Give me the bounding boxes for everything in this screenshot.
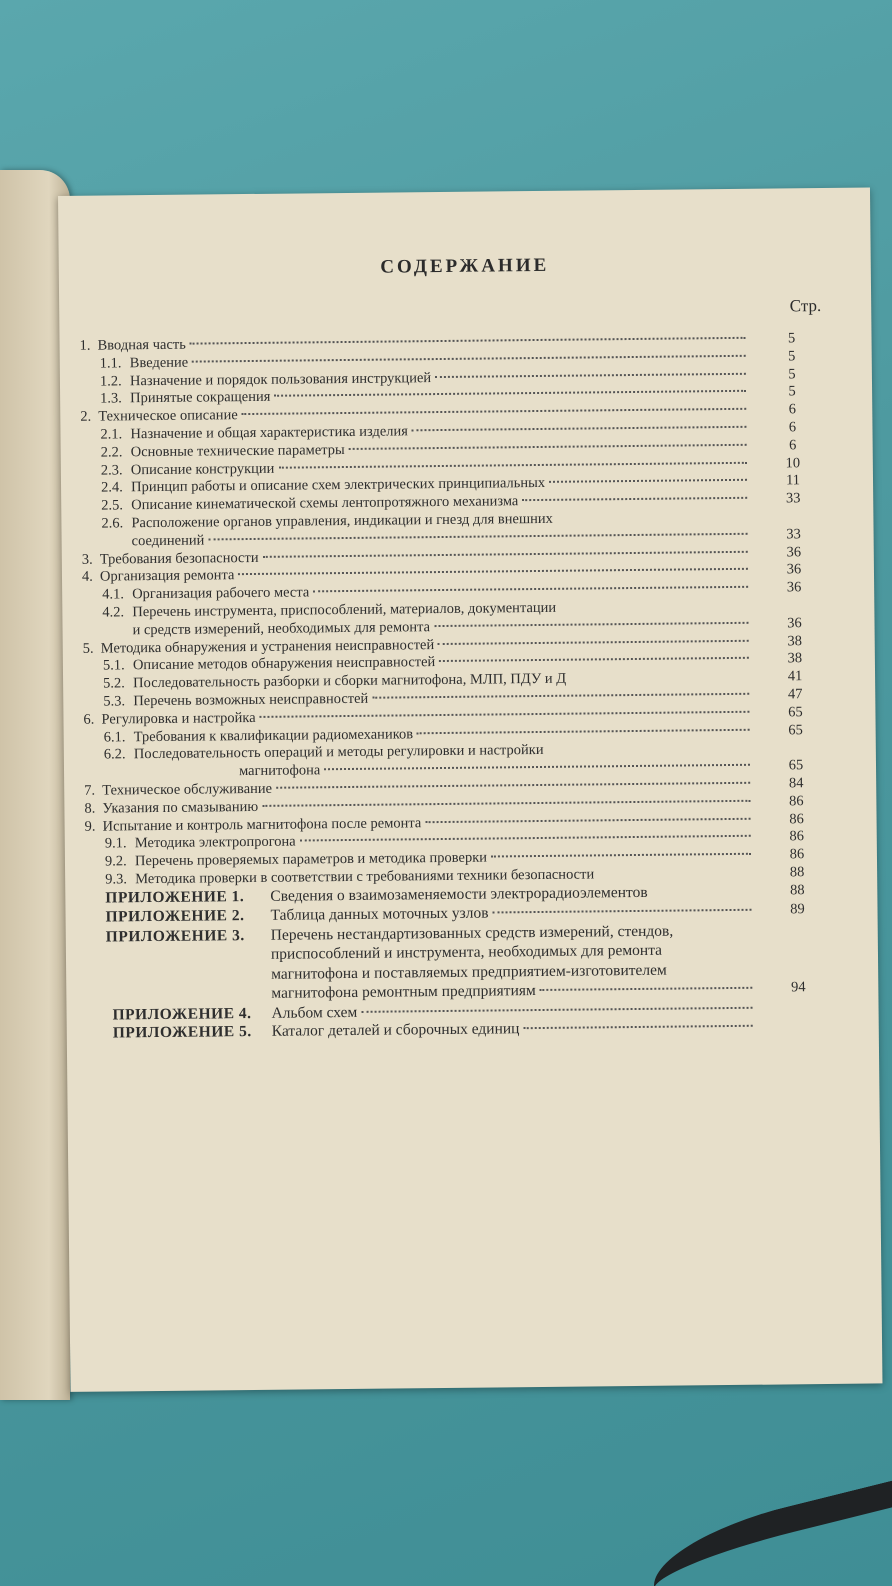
toc-entry-title: магнитофона xyxy=(238,762,321,780)
toc-entry-page: 88 xyxy=(789,864,805,881)
toc-entry-page: 33 xyxy=(785,490,801,507)
toc-entry-number: ПРИЛОЖЕНИЕ 3. xyxy=(105,926,245,946)
toc-entry-page: 6 xyxy=(788,437,797,454)
toc-entry-page: 6 xyxy=(788,419,797,436)
toc-leader-dots xyxy=(417,728,750,733)
toc-entry-title: Последовательность операций и методы регулировки и настройки xyxy=(133,742,544,763)
toc-leader-dots xyxy=(324,764,750,770)
toc-entry-page: 36 xyxy=(786,579,802,596)
toc-entry-page: 5 xyxy=(788,383,796,400)
toc-entry-page: 5 xyxy=(788,348,796,365)
toc-entry-number: 5. xyxy=(82,640,94,657)
toc-entry-number: ПРИЛОЖЕНИЕ 5. xyxy=(112,1022,252,1041)
toc-entry-title: Вводная часть xyxy=(97,336,186,354)
toc-entry-page: 47 xyxy=(787,686,803,703)
toc-leader-dots xyxy=(412,426,747,432)
toc-entry-number: 7. xyxy=(84,782,96,799)
toc-entry-number: 6.2. xyxy=(103,746,126,763)
toc-entry-number: 5.1. xyxy=(102,657,125,674)
toc-entry-page: 36 xyxy=(787,614,802,632)
toc-entry-page: 38 xyxy=(787,632,803,649)
toc-entry-title: Перечень инструмента, приспособлений, материалов, документации xyxy=(132,599,557,621)
toc-leader-dots xyxy=(425,817,750,822)
page-title: СОДЕРЖАНИЕ xyxy=(380,254,550,278)
toc-entry-number: 9.3. xyxy=(105,871,127,888)
toc-leader-dots xyxy=(313,586,748,593)
toc-entry-title: Техническое описание xyxy=(98,407,238,425)
toc-leader-dots xyxy=(522,497,747,501)
toc-leader-dots xyxy=(260,711,750,718)
toc-entry-title: Каталог деталей и сборочных единиц xyxy=(271,1019,520,1040)
toc-entry-page: 88 xyxy=(789,881,805,899)
toc-entry-title: Перечень нестандартизованных средств измерений, стендов, xyxy=(270,922,674,944)
toc-entry-title: и средств измерений, необходимых для ремонта xyxy=(132,618,431,638)
toc-entry-title: Регулировка и настройка xyxy=(101,709,256,728)
toc-entry-title: Последовательность разборки и сборки магнитофона, МЛП, ПДУ и Д xyxy=(133,670,567,692)
toc-leader-dots xyxy=(208,533,747,541)
toc-entry-title: Требования безопасности xyxy=(99,549,259,568)
toc-entry-page: 65 xyxy=(788,721,803,738)
toc-leader-dots xyxy=(435,372,746,377)
toc-entry-title: Методика проверки в соответствии с требованиями техники безопасности xyxy=(135,866,595,888)
toc-leader-dots xyxy=(361,1006,752,1012)
toc-entry-title: Перечень возможных неисправностей xyxy=(133,690,369,710)
toc-entry-page: 36 xyxy=(786,543,802,560)
toc-leader-dots xyxy=(491,853,751,858)
toc-entry-page: 94 xyxy=(790,979,806,996)
toc-entry-number: 2. xyxy=(80,408,92,425)
toc-entry-number: ПРИЛОЖЕНИЕ 2. xyxy=(105,907,245,926)
toc-entry-number: 2.1. xyxy=(100,426,123,443)
toc-entry-number: 5.3. xyxy=(103,693,126,710)
toc-leader-dots xyxy=(190,337,746,345)
table-of-contents xyxy=(59,329,878,1042)
toc-entry-number xyxy=(106,959,271,961)
toc-entry-page: 65 xyxy=(788,757,804,774)
toc-entry-number: 1.2. xyxy=(99,372,122,390)
toc-entry-title: Методика электропрогона xyxy=(134,833,296,852)
toc-leader-dots xyxy=(278,461,746,468)
toc-entry-title: Описание конструкции xyxy=(130,460,275,478)
toc-leader-dots xyxy=(192,355,746,363)
toc-entry-title: Испытание и контроль магнитофона после ремонта xyxy=(102,814,422,835)
toc-entry-title: Методика обнаружения и устранения неисправностей xyxy=(100,636,435,657)
toc-entry-number: 2.5. xyxy=(101,497,124,514)
toc-entry-page: 10 xyxy=(785,454,801,471)
toc-entry-page: 41 xyxy=(787,668,803,685)
toc-entry-number: 4. xyxy=(81,569,93,586)
toc-entry-title: Введение xyxy=(129,354,189,372)
toc-entry-number: 5.2. xyxy=(103,675,125,692)
toc-entry-number: 8. xyxy=(84,800,96,817)
toc-entry-title: магнитофона и поставляемых предприятием-изготовителем xyxy=(271,961,667,983)
toc-entry-number: 1.1. xyxy=(99,355,122,372)
toc-entry-title: Основные технические параметры xyxy=(130,441,345,461)
toc-leader-dots xyxy=(493,909,752,914)
toc-entry-page: 33 xyxy=(786,526,801,543)
toc-entry-title: Принятые сокращения xyxy=(130,389,271,407)
toc-leader-dots xyxy=(274,390,746,397)
toc-leader-dots xyxy=(263,550,748,557)
toc-entry-page: 11 xyxy=(785,472,801,489)
toc-entry-number: 9.1. xyxy=(104,835,127,852)
toc-entry-title: Описание кинематической схемы лентопротяжного механизма xyxy=(131,493,519,514)
toc-leader-dots xyxy=(276,782,750,789)
toc-entry-title: магнитофона ремонтным предприятиям xyxy=(271,982,536,1003)
toc-leader-dots xyxy=(300,835,751,842)
toc-entry-title: Таблица данных моточных узлов xyxy=(270,904,489,925)
toc-entry-page: 5 xyxy=(787,330,796,347)
toc-entry-number: 4.1. xyxy=(102,586,125,603)
toc-entry-number xyxy=(106,979,271,981)
toc-entry-page: 38 xyxy=(787,650,803,667)
toc-entry-page: 84 xyxy=(788,775,804,792)
toc-entry-page: 86 xyxy=(789,846,805,863)
toc-entry-title: Альбом схем xyxy=(271,1003,358,1022)
toc-leader-dots xyxy=(438,639,749,644)
toc-entry-number: 2.2. xyxy=(100,444,123,461)
toc-entry-title: Сведения о взаимозаменяемости электрорадиоэлементов xyxy=(270,883,648,905)
toc-entry-title: Требования к квалификации радиомехаников xyxy=(133,725,414,745)
toc-entry-number xyxy=(104,775,239,776)
toc-leader-dots xyxy=(349,444,747,450)
toc-leader-dots xyxy=(434,622,748,627)
toc-entry-page: 89 xyxy=(790,901,805,918)
toc-entry-page: 6 xyxy=(788,401,796,418)
toc-entry-number: 2.6. xyxy=(101,515,124,532)
toc-entry-page: 5 xyxy=(788,365,796,382)
toc-entry-title: Принцип работы и описание схем электрических принципиальных xyxy=(130,475,546,496)
toc-entry-title: Расположение органов управления, индикации и гнезд для внешних xyxy=(131,510,553,532)
toc-entry-number: 1.3. xyxy=(100,390,122,407)
toc-entry-page: 86 xyxy=(789,792,804,810)
toc-entry-title: Техническое обслуживание xyxy=(102,780,273,799)
toc-entry-title: Назначение и общая характеристика изделия xyxy=(130,423,408,443)
toc-entry-number: 9.2. xyxy=(104,853,127,870)
toc-entry-title: Организация ремонта xyxy=(99,567,235,585)
toc-entry-number: 3. xyxy=(81,551,93,568)
toc-entry-number: 6.1. xyxy=(103,728,126,746)
toc-entry-number: 1. xyxy=(79,337,91,354)
toc-leader-dots xyxy=(242,408,747,415)
page-column-header: Стр. xyxy=(789,296,822,316)
toc-entry-page: 86 xyxy=(789,828,805,845)
toc-entry-number: ПРИЛОЖЕНИЕ 1. xyxy=(105,887,245,907)
toc-entry-title: Описание методов обнаружения неисправностей xyxy=(132,654,436,674)
toc-entry-title: Назначение и порядок пользования инструкцией xyxy=(129,369,432,389)
toc-entry-number xyxy=(106,998,271,1000)
toc-leader-dots xyxy=(372,693,749,699)
toc-leader-dots xyxy=(238,568,748,575)
toc-leader-dots xyxy=(523,1024,752,1028)
toc-entry-title: приспособлений и инструмента, необходимых для ремонта xyxy=(270,941,663,964)
toc-entry-number: 2.4. xyxy=(100,479,123,496)
toc-entry-title: Организация рабочего места xyxy=(132,584,310,603)
toc-entry-page: 36 xyxy=(786,561,802,578)
toc-leader-dots xyxy=(549,479,747,483)
toc-entry-title: Перечень проверяемых параметров и методика проверки xyxy=(134,849,488,870)
toc-leader-dots xyxy=(540,987,753,991)
toc-entry-number: 9. xyxy=(84,818,96,835)
toc-entry-number: 4.2. xyxy=(102,604,125,621)
document-page xyxy=(58,187,882,1391)
toc-entry-page: 86 xyxy=(789,810,804,827)
toc-leader-dots xyxy=(262,800,750,807)
toc-leader-dots xyxy=(439,657,749,662)
toc-entry-number: 6. xyxy=(83,711,95,728)
toc-entry-page: 65 xyxy=(788,703,803,721)
toc-entry-number: 2.3. xyxy=(100,461,123,479)
toc-entry-title: соединений xyxy=(131,532,205,550)
toc-entry-title: Указания по смазыванию xyxy=(102,798,259,817)
toc-entry-number: ПРИЛОЖЕНИЕ 4. xyxy=(112,1004,252,1024)
